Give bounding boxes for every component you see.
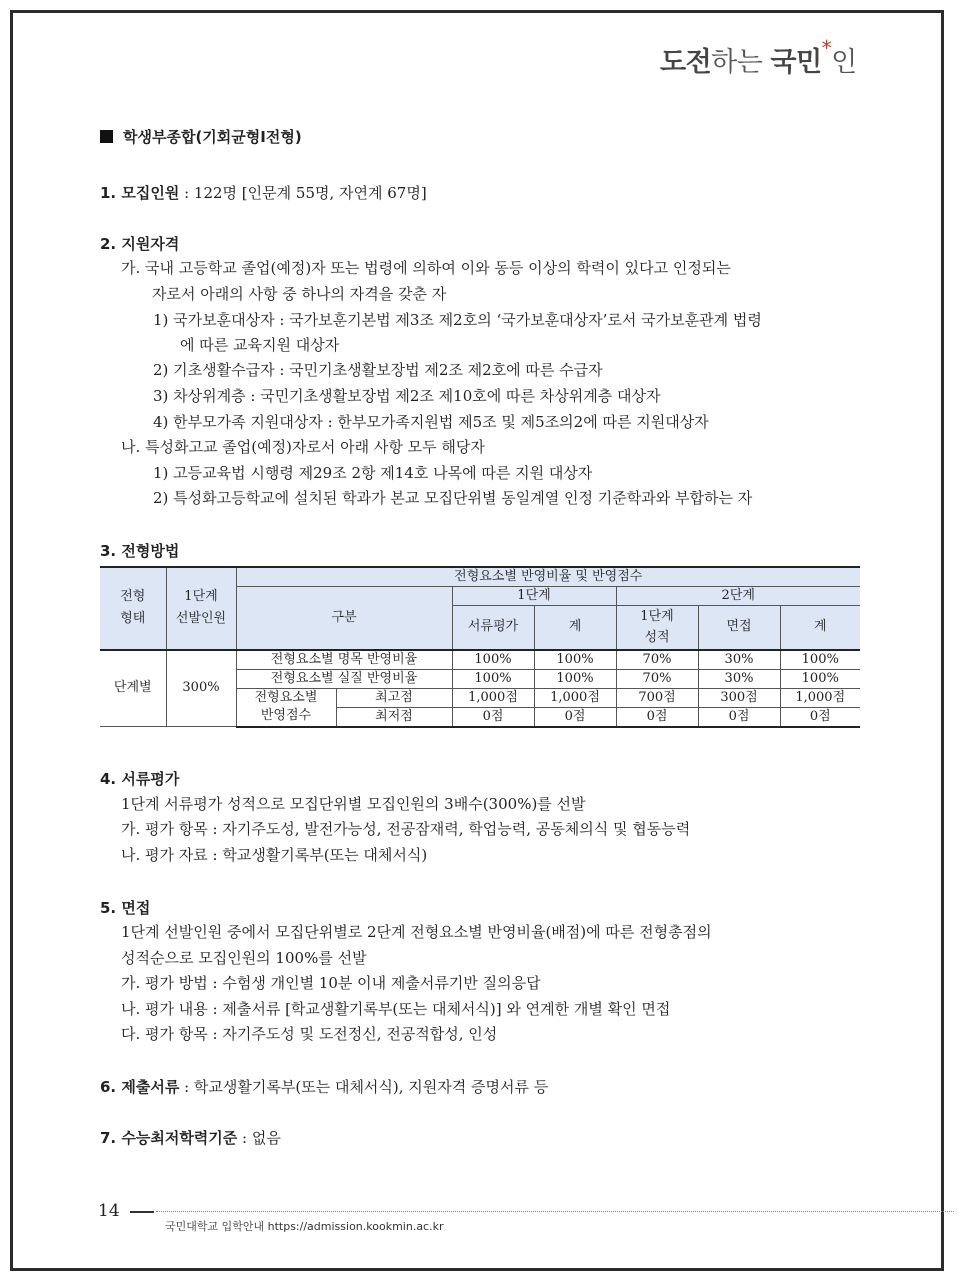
- table-cell: 0점: [698, 707, 780, 727]
- th-stage2: 2단계: [616, 587, 860, 606]
- interview-line: 나. 평가 내용 : 제출서류 [학교생활기록부(또는 대체서식)] 와 연계한 개별 확인 면접: [121, 1000, 671, 1018]
- table-cell: 300점: [698, 688, 780, 707]
- heading-eligibility: 2. 지원자격: [100, 235, 180, 253]
- eligibility-line: 3) 차상위계층 : 국민기초생활보장법 제2조 제10호에 따른 차상위계층 대상자: [153, 387, 661, 405]
- row-label: 최저점: [336, 707, 452, 727]
- row-label-group: 전형요소별: [236, 688, 336, 707]
- square-bullet-icon: [100, 130, 113, 143]
- th-stage2-total: 계: [780, 606, 860, 650]
- interview-line: 가. 평가 방법 : 수험생 개인별 10분 이내 제출서류기반 질의응답: [121, 974, 541, 992]
- footer-dotted-rule: [156, 1211, 954, 1212]
- eligibility-line: 나. 특성화고교 졸업(예정)자로서 아래 사항 모두 해당자: [121, 438, 485, 456]
- page-number: 14: [98, 1201, 120, 1221]
- table-cell: 100%: [780, 650, 860, 670]
- th-division: 구분: [236, 587, 452, 650]
- table-cell: 30%: [698, 650, 780, 670]
- row-label: 전형요소별 실질 반영비율: [236, 669, 452, 688]
- cell-selection-rate: 300%: [166, 650, 236, 727]
- table-cell: 0점: [616, 707, 698, 727]
- section-title: 학생부종합(기회균형Ⅰ전형): [100, 126, 302, 147]
- th-stage1-score: 1단계 성적: [616, 606, 698, 650]
- interview-line: 다. 평가 항목 : 자기주도성 및 도전정신, 전공적합성, 인성: [121, 1025, 498, 1043]
- table-cell: 100%: [534, 650, 616, 670]
- table-cell: 0점: [452, 707, 534, 727]
- th-interview: 면접: [698, 606, 780, 650]
- brand-logo: 도전하는 국민*인: [660, 36, 857, 78]
- eligibility-line: 4) 한부모가족 지원대상자 : 한부모가족지원법 제5조 및 제5조의2에 따른 지원대상자: [153, 413, 709, 431]
- eligibility-line: 2) 특성화고등학교에 설치된 학과가 본교 모집단위별 동일계열 인정 기준학과와 부합하는 자: [153, 489, 753, 507]
- table-cell: 0점: [534, 707, 616, 727]
- heading-documents: 6. 제출서류 : 학교생활기록부(또는 대체서식), 지원자격 증명서류 등: [100, 1078, 549, 1096]
- table-cell: 100%: [534, 669, 616, 688]
- heading-recruit-count: 1. 모집인원 : 122명 [인문계 55명, 자연계 67명]: [100, 184, 427, 202]
- footer-text: 국민대학교 입학안내 https://admission.kookmin.ac.kr: [165, 1220, 444, 1233]
- th-stage1: 1단계: [452, 587, 616, 606]
- table-cell: 1,000점: [780, 688, 860, 707]
- selection-table: [100, 566, 860, 728]
- eligibility-line: 에 따른 교육지원 대상자: [180, 336, 340, 354]
- eligibility-line: 자로서 아래의 사항 중 하나의 자격을 갖춘 자: [152, 285, 447, 303]
- table-cell: 100%: [452, 669, 534, 688]
- eligibility-line: 2) 기초생활수급자 : 국민기초생활보장법 제2조 제2호에 따른 수급자: [153, 361, 603, 379]
- documents-text: : 학교생활기록부(또는 대체서식), 지원자격 증명서류 등: [179, 1078, 549, 1096]
- th-type: 전형 형태: [100, 567, 166, 650]
- interview-line: 성적순으로 모집인원의 100%를 선발: [121, 949, 367, 967]
- row-label: 최고점: [336, 688, 452, 707]
- table-cell: 1,000점: [534, 688, 616, 707]
- interview-line: 1단계 선발인원 중에서 모집단위별로 2단계 전형요소별 반영비율(배점)에 따른 전형총점의: [121, 923, 712, 941]
- heading-csat-minimum: 7. 수능최저학력기준 : 없음: [100, 1129, 281, 1147]
- heading-selection-method: 3. 전형방법: [100, 542, 180, 560]
- th-ratio-score: 전형요소별 반영비율 및 반영점수: [236, 567, 860, 587]
- footer-rule: [130, 1211, 154, 1213]
- eligibility-line: 가. 국내 고등학교 졸업(예정)자 또는 법령에 의하여 이와 동등 이상의 학력이 있다고 인정되는: [121, 259, 731, 277]
- recruit-count-text: : 122명 [인문계 55명, 자연계 67명]: [179, 184, 427, 202]
- csat-minimum-text: : 없음: [237, 1129, 281, 1147]
- row-label: 전형요소별 명목 반영비율: [236, 650, 452, 670]
- table-cell: 1,000점: [452, 688, 534, 707]
- table-cell: 700점: [616, 688, 698, 707]
- document-eval-line: 1단계 서류평가 성적으로 모집단위별 모집인원의 3배수(300%)를 선발: [121, 795, 586, 813]
- eligibility-line: 1) 국가보훈대상자 : 국가보훈기본법 제3조 제2호의 ‘국가보훈대상자’로서 국가보훈관계 법령: [153, 311, 762, 329]
- document-eval-line: 나. 평가 자료 : 학교생활기록부(또는 대체서식): [121, 846, 428, 864]
- table-cell: 70%: [616, 669, 698, 688]
- th-document-eval: 서류평가: [452, 606, 534, 650]
- table-cell: 70%: [616, 650, 698, 670]
- heading-interview: 5. 면접: [100, 899, 151, 917]
- document-eval-line: 가. 평가 항목 : 자기주도성, 발전가능성, 전공잠재력, 학업능력, 공동체의식 및 협동능력: [121, 820, 691, 838]
- th-stage1-total: 계: [534, 606, 616, 650]
- row-label-group: 반영점수: [236, 707, 336, 727]
- eligibility-line: 1) 고등교육법 시행령 제29조 2항 제14호 나목에 따른 지원 대상자: [153, 464, 593, 482]
- th-stage1-selection: 1단계 선발인원: [166, 567, 236, 650]
- table-cell: 30%: [698, 669, 780, 688]
- table-cell: 0점: [780, 707, 860, 727]
- heading-document-eval: 4. 서류평가: [100, 770, 180, 788]
- cell-type: 단계별: [100, 650, 166, 727]
- table-cell: 100%: [452, 650, 534, 670]
- table-cell: 100%: [780, 669, 860, 688]
